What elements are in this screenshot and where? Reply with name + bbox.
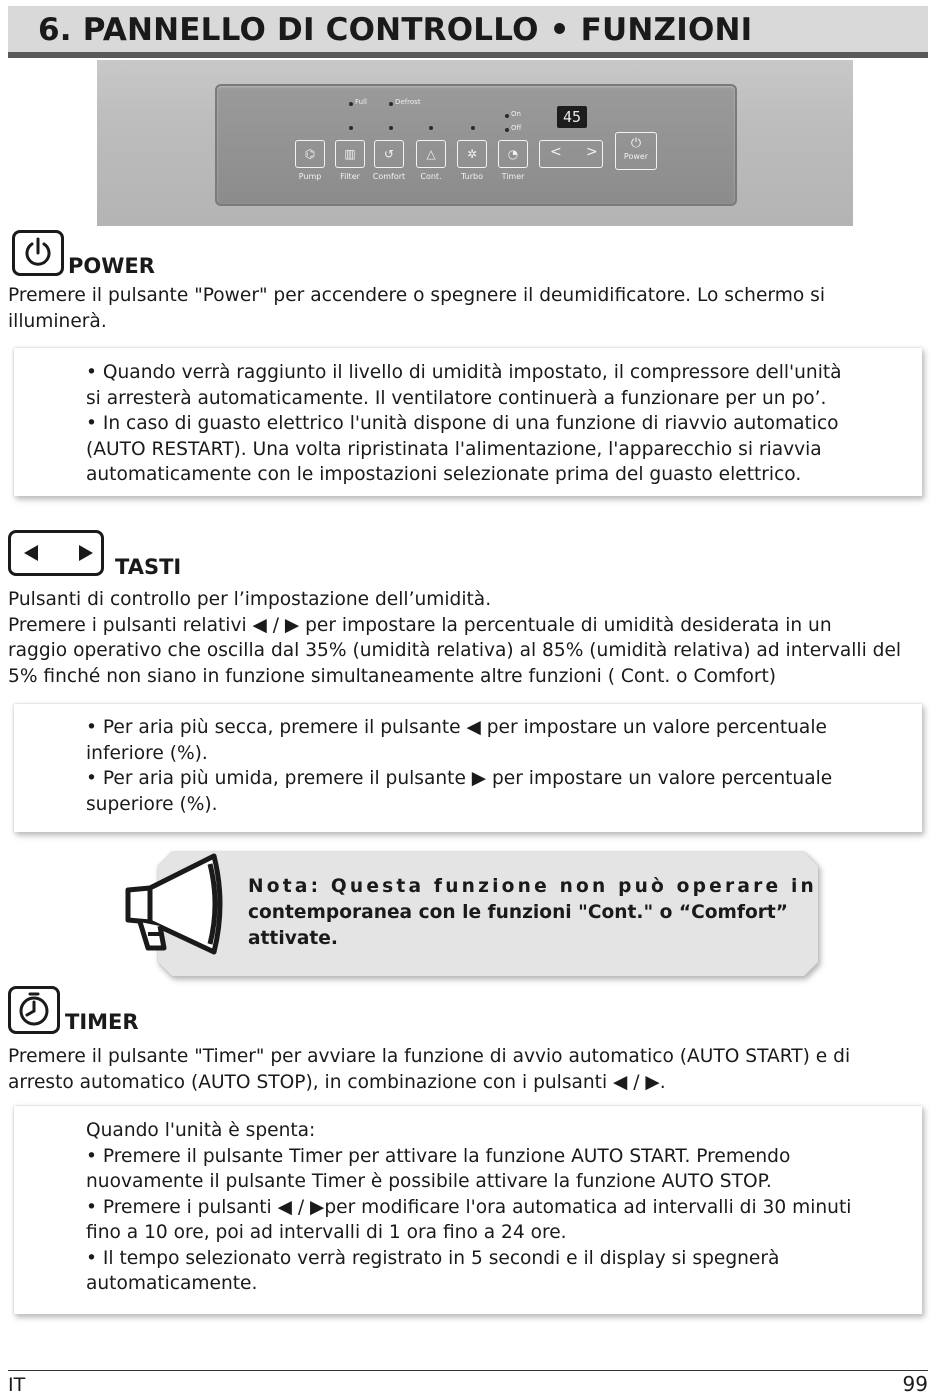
full-led <box>349 102 353 106</box>
arrow-right-icon[interactable]: > <box>586 144 598 160</box>
timer-note-box <box>14 1106 922 1314</box>
tasti-note-box <box>14 704 922 832</box>
timer-description <box>8 1044 933 1095</box>
filter-button-label: Filter <box>340 172 360 181</box>
note-line: inferiore (%). <box>86 742 208 764</box>
tasti-section-icon-box <box>8 530 104 576</box>
page-title: 6. PANNELLO DI CONTROLLO • FUNZIONI <box>38 12 753 48</box>
comfort-icon: ↺ <box>383 147 395 161</box>
arrow-keys-icon <box>11 533 101 573</box>
clock-icon: ◔ <box>507 147 519 161</box>
control-panel-face <box>215 84 737 206</box>
note-line: • Per aria più umida, premere il pulsante ▶ per impostare un valore percentuale <box>86 768 833 789</box>
note-line: nuovamente il pulsante Timer è possibile attivare la funzione AUTO STOP. <box>86 1171 772 1192</box>
defrost-indicator-label: Defrost <box>395 98 421 106</box>
note-line: • Premere il pulsante Timer per attivare la funzione AUTO START. Premendo <box>86 1145 791 1167</box>
power-icon <box>15 233 61 273</box>
humidity-arrows-button[interactable] <box>539 140 603 168</box>
fan-icon: ✲ <box>466 147 478 161</box>
note-line: • Il tempo selezionato verrà registrato in 5 secondi e il display si spegnerà <box>86 1247 780 1269</box>
text-line: Premere il pulsante "Timer" per avviare la funzione di avvio automatico (AUTO START) e di <box>8 1046 851 1067</box>
power-note-box <box>14 348 922 496</box>
panel-power-button[interactable] <box>615 132 657 170</box>
on-indicator-label: On <box>511 110 521 118</box>
clock-icon <box>11 989 57 1031</box>
panel-power-label: Power <box>623 152 649 161</box>
warning-note-box <box>158 852 818 976</box>
pump-led <box>349 126 353 130</box>
arrow-left-icon[interactable]: < <box>550 144 562 160</box>
note-line: automaticamente con le impostazioni selezionate prima del guasto elettrico. <box>86 464 802 485</box>
note-line: • Premere i pulsanti ◀ / ▶per modificare l'ora automatica ad intervalli di 30 minuti <box>86 1196 852 1218</box>
text-line: raggio operativo che oscilla dal 35% (umidità relativa) al 85% (umidità relativa) ad intervalli del <box>8 640 902 661</box>
timer-button[interactable] <box>498 140 528 168</box>
warning-line: contemporanea con le funzioni "Cont." o “Comfort” <box>248 902 789 923</box>
note-line: (AUTO RESTART). Una volta ripristinata l'alimentazione, l'apparecchio si riavvia <box>86 438 822 460</box>
warning-line: attivate. <box>248 928 338 949</box>
power-icon: ⏻ <box>630 136 642 151</box>
warning-line: Nota: Questa funzione non può operare in <box>248 876 817 897</box>
pump-icon: ⌬ <box>304 147 316 161</box>
turbo-button-label: Turbo <box>460 172 483 181</box>
cont-button-label: Cont. <box>420 172 442 181</box>
power-section-title: POWER <box>68 254 155 278</box>
comfort-button[interactable] <box>374 140 404 168</box>
note-line: Quando l'unità è spenta: <box>86 1120 316 1141</box>
timer-section-icon-box <box>8 986 60 1034</box>
filter-icon: ▥ <box>344 147 356 161</box>
cont-button[interactable] <box>416 140 446 168</box>
full-indicator-label: Full <box>355 98 367 106</box>
note-line: fino a 10 ore, poi ad intervalli di 1 ora fino a 24 ore. <box>86 1222 567 1243</box>
note-line: • Per aria più secca, premere il pulsante ◀ per impostare un valore percentuale <box>86 717 827 738</box>
off-led <box>505 128 509 132</box>
text-line: Premere i pulsanti relativi ◀ / ▶ per impostare la percentuale di umidità desiderata in un <box>8 614 832 636</box>
humidity-display: 45 <box>557 106 587 128</box>
text-line: Pulsanti di controllo per l’impostazione dell’umidità. <box>8 589 492 610</box>
power-description <box>8 283 933 334</box>
comfort-button-label: Comfort <box>372 172 406 181</box>
defrost-led <box>389 102 393 106</box>
note-line: automaticamente. <box>86 1273 258 1294</box>
text-line: arresto automatico (AUTO STOP), in combinazione con i pulsanti ◀ / ▶. <box>8 1071 666 1093</box>
timer-button-label: Timer <box>501 172 525 181</box>
megaphone-icon <box>122 850 234 958</box>
cont-led <box>471 126 475 130</box>
note-line: • Quando verrà raggiunto il livello di umidità impostato, il compressore dell'unità <box>86 362 842 383</box>
control-panel-photo <box>97 60 853 226</box>
tasti-description <box>8 587 933 689</box>
power-section-icon-box <box>12 230 64 276</box>
drop-icon: △ <box>426 147 436 161</box>
note-line: • In caso di guasto elettrico l'unità dispone di una funzione di riavvio automatico <box>86 413 839 434</box>
timer-section-title: TIMER <box>65 1010 139 1034</box>
text-line: illuminerà. <box>8 310 107 332</box>
text-line: Premere il pulsante "Power" per accendere o spegnere il deumidificatore. Lo schermo si <box>8 285 825 306</box>
page-number: 99 <box>902 1372 928 1396</box>
footer-language: IT <box>8 1374 26 1396</box>
footer-divider <box>8 1370 928 1371</box>
off-indicator-label: Off <box>511 124 522 132</box>
tasti-section-title: TASTI <box>115 555 182 579</box>
turbo-button[interactable] <box>457 140 487 168</box>
filter-button[interactable] <box>335 140 365 168</box>
header-bar <box>8 6 928 58</box>
comfort-led <box>429 126 433 130</box>
pump-button-label: Pump <box>298 172 322 181</box>
filter-led <box>389 126 393 130</box>
text-line: 5% finché non siano in funzione simultaneamente altre funzioni ( Cont. o Comfort) <box>8 665 777 687</box>
note-line: superiore (%). <box>86 793 218 815</box>
note-line: si arresterà automaticamente. Il ventilatore continuerà a funzionare per un po’. <box>86 387 827 409</box>
on-led <box>505 114 509 118</box>
pump-button[interactable] <box>295 140 325 168</box>
